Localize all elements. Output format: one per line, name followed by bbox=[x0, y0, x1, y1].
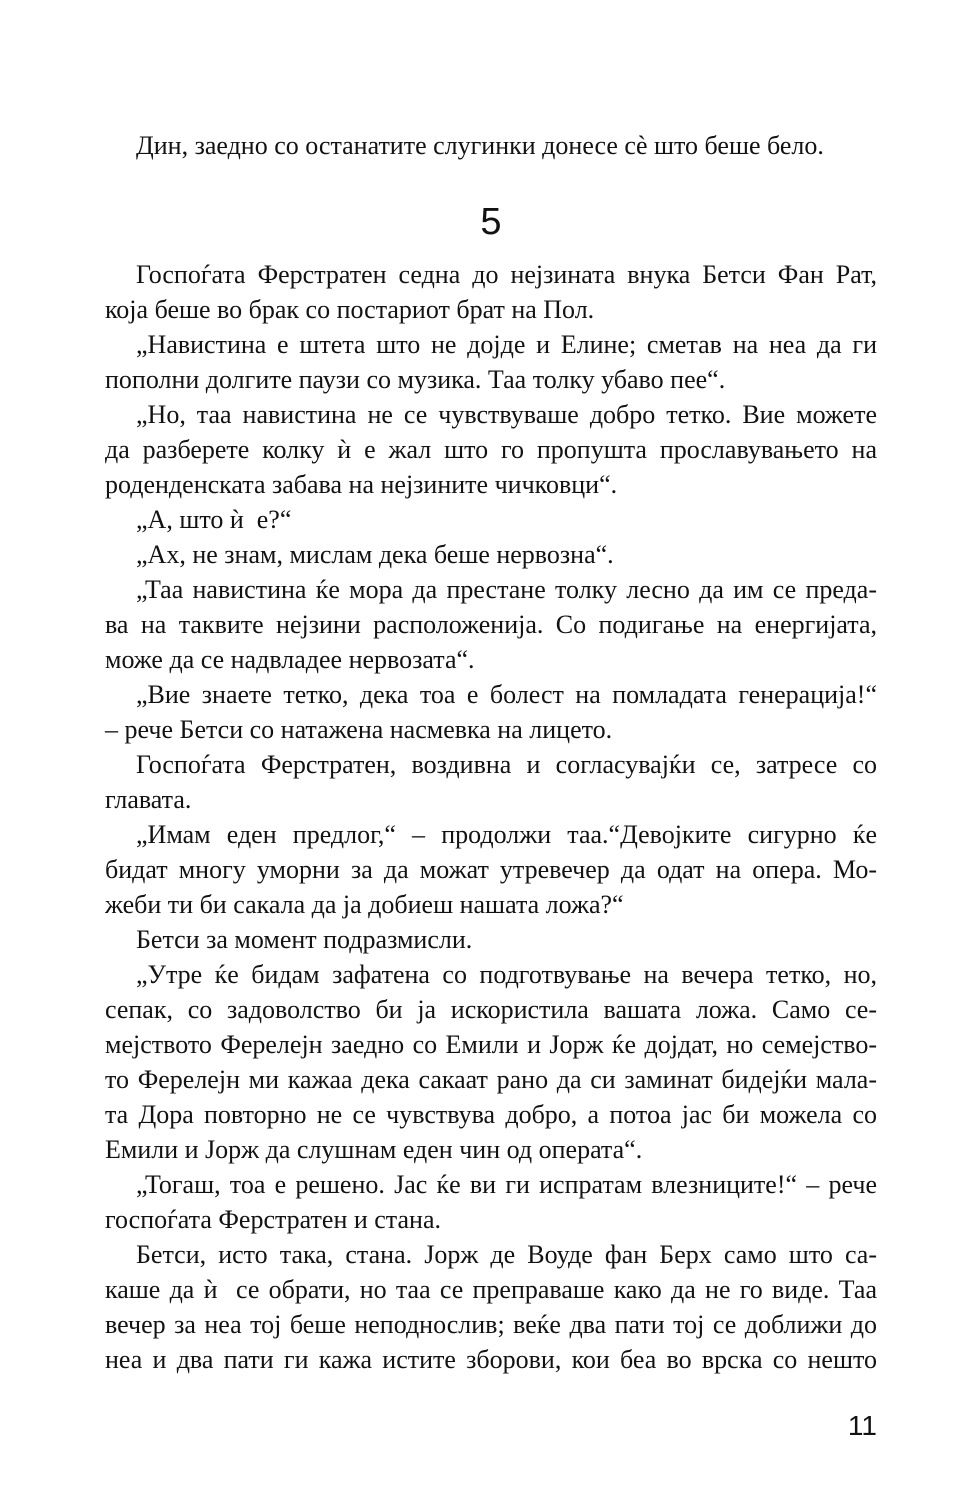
paragraph bbox=[105, 537, 877, 572]
paragraph bbox=[105, 327, 877, 397]
text-line: „А, што ѝ е?“ bbox=[136, 505, 292, 534]
text-line: „Имам еден предлог,“ – продолжи таа.“Девојките сигурно ќе bbox=[136, 820, 877, 849]
text-line: вечер за неа тој беше неподнослив; веќе два пати тој се доближи до bbox=[105, 1310, 877, 1339]
text-line: то Ферелејн ми кажаа дека сакаат рано да си заминат бидејќи мала- bbox=[105, 1065, 877, 1094]
text-line: госпоѓата Ферстратен и стана. bbox=[105, 1205, 441, 1234]
text-line: роденденската забава на нејзините чичковци“. bbox=[105, 470, 618, 499]
paragraph bbox=[105, 747, 877, 817]
text-line: „Вие знаете тетко, дека тоа е болест на помладата генерација!“ bbox=[136, 680, 877, 709]
text-line: – рече Бетси со натажена насмевка на лицето. bbox=[105, 715, 613, 744]
paragraph bbox=[105, 1237, 877, 1377]
text-line: каше да ѝ се обрати, но таа се преправаше како да не го виде. Таа bbox=[105, 1275, 877, 1304]
text-line: Дин, заедно со останатите слугинки донесе сѐ што беше бело. bbox=[136, 131, 824, 160]
text-line: пополни долгите паузи со музика. Таа толку убаво пее“. bbox=[105, 365, 726, 394]
page-number: 11 bbox=[847, 1410, 877, 1441]
paragraph bbox=[105, 397, 877, 502]
chapter-heading: 5 bbox=[480, 201, 502, 243]
text-line: „Но, таа навистина не се чувствуваше добро тетко. Вие можете bbox=[136, 400, 877, 429]
text-line: главата. bbox=[105, 785, 192, 814]
text-line: Емили и Јорж да слушнам еден чин од операта“. bbox=[105, 1135, 643, 1164]
paragraph bbox=[105, 128, 877, 163]
paragraph bbox=[105, 817, 877, 922]
text-line: та Дора повторно не се чувствува добро, а потоа јас би можела со bbox=[105, 1100, 877, 1129]
text-line: „Таа навистина ќе мора да престане толку лесно да им се преда- bbox=[136, 575, 877, 604]
text-line: мејството Ферелејн заедно со Емили и Јорж ќе дојдат, но семејство- bbox=[105, 1030, 877, 1059]
text-line: жеби ти би сакала да ја добиеш нашата ложа?“ bbox=[105, 890, 624, 919]
paragraph bbox=[105, 957, 877, 1167]
paragraph bbox=[105, 922, 877, 957]
text-line: „Утре ќе бидам зафатена со подготвување на вечера тетко, но, bbox=[136, 960, 877, 989]
paragraph bbox=[105, 257, 877, 327]
text-line: „Ах, не знам, мислам дека беше нервозна“. bbox=[136, 540, 614, 569]
paragraph bbox=[105, 677, 877, 747]
text-line: сепак, со задоволство би ја искористила вашата ложа. Само се- bbox=[105, 995, 877, 1024]
paragraph bbox=[105, 1167, 877, 1237]
text-line: која беше во брак со постариот брат на Пол. bbox=[105, 295, 595, 324]
text-line: неа и два пати ги кажа истите зборови, кои беа во врска со нешто bbox=[105, 1345, 877, 1374]
text-line: бидат многу уморни за да можат утревечер да одат на опера. Мо- bbox=[105, 855, 877, 884]
text-line: да разберете колку ѝ е жал што го пропушта прославувањето на bbox=[105, 435, 877, 464]
text-line: „Навистина е штета што не дојде и Елине; сметав на неа да ги bbox=[136, 330, 877, 359]
text-line: „Тогаш, тоа е решено. Јас ќе ви ги испратам влезниците!“ – рече bbox=[136, 1170, 877, 1199]
text-line: Госпоѓата Ферстратен, воздивна и согласувајќи се, затресе со bbox=[136, 750, 877, 779]
text-line: Бетси, исто така, стана. Јорж де Воуде фан Берх само што са- bbox=[136, 1240, 877, 1269]
paragraph bbox=[105, 502, 877, 537]
text-line: ва на таквите нејзини расположенија. Со подигање на енергијата, bbox=[105, 610, 877, 639]
text-block bbox=[105, 128, 877, 1377]
paragraph bbox=[105, 572, 877, 677]
text-line: Госпоѓата Ферстратен седна до нејзината внука Бетси Фан Рат, bbox=[136, 260, 877, 289]
text-line: може да се надвладее нервозата“. bbox=[105, 645, 475, 674]
text-line: Бетси за момент подразмисли. bbox=[136, 925, 473, 954]
